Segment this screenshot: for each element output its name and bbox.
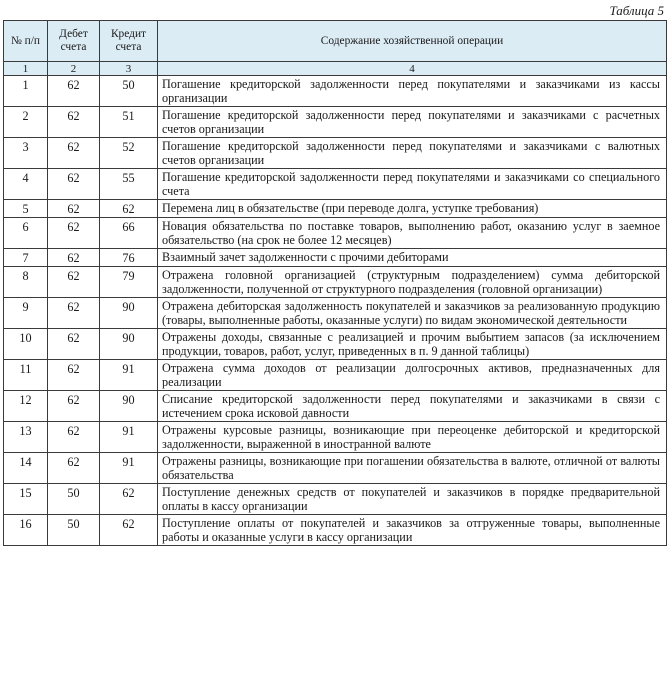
debit-account: 62 <box>48 218 100 249</box>
column-number: 4 <box>158 62 667 76</box>
table-row <box>4 267 667 298</box>
operation-description: Отражены разницы, возникающие при погашении обязательства в валюте, отличной от валюты обязательства <box>158 453 667 484</box>
operation-description: Отражена сумма доходов от реализации долгосрочных активов, предназначенных для реализации <box>158 360 667 391</box>
debit-account: 62 <box>48 138 100 169</box>
operation-description: Поступление денежных средств от покупателей и заказчиков в порядке предварительной оплаты в кассу организации <box>158 484 667 515</box>
credit-account: 90 <box>100 391 158 422</box>
credit-account: 90 <box>100 298 158 329</box>
debit-account: 62 <box>48 360 100 391</box>
header-content: Содержание хозяйственной операции <box>158 21 667 62</box>
debit-account: 62 <box>48 169 100 200</box>
column-number: 3 <box>100 62 158 76</box>
operation-description: Поступление оплаты от покупателей и заказчиков за отгруженные товары, выполненные работы и оказанные услуги в кассу организации <box>158 515 667 546</box>
header-num: № п/п <box>4 21 48 62</box>
debit-account: 62 <box>48 76 100 107</box>
table-row <box>4 422 667 453</box>
row-number: 11 <box>4 360 48 391</box>
credit-account: 76 <box>100 249 158 267</box>
operation-description: Погашение кредиторской задолженности перед покупателями и заказчиками с валютных счетов организации <box>158 138 667 169</box>
row-number: 14 <box>4 453 48 484</box>
table-row <box>4 298 667 329</box>
debit-account: 62 <box>48 329 100 360</box>
header-credit: Кредит счета <box>100 21 158 62</box>
debit-account: 62 <box>48 107 100 138</box>
row-number: 12 <box>4 391 48 422</box>
debit-account: 62 <box>48 298 100 329</box>
column-number: 1 <box>4 62 48 76</box>
table-row <box>4 76 667 107</box>
table-caption: Таблица 5 <box>609 3 664 18</box>
operation-description: Перемена лиц в обязательстве (при переводе долга, уступке требования) <box>158 200 667 218</box>
row-number: 2 <box>4 107 48 138</box>
table-row <box>4 484 667 515</box>
operation-description: Погашение кредиторской задолженности перед покупателями и заказчиками со специального счета <box>158 169 667 200</box>
table-row <box>4 391 667 422</box>
operation-description: Списание кредиторской задолженности перед покупателями и заказчиками в связи с истечением срока исковой давности <box>158 391 667 422</box>
debit-account: 62 <box>48 267 100 298</box>
debit-account: 62 <box>48 453 100 484</box>
table-row <box>4 360 667 391</box>
table-row <box>4 138 667 169</box>
credit-account: 50 <box>100 76 158 107</box>
operation-description: Взаимный зачет задолженности с прочими дебиторами <box>158 249 667 267</box>
credit-account: 62 <box>100 200 158 218</box>
operation-description: Отражена дебиторская задолженность покупателей и заказчиков за реализованную продукцию (товары, выполненные работы, оказанные услуги) по видам экономической деятельности <box>158 298 667 329</box>
table-row <box>4 107 667 138</box>
row-number: 9 <box>4 298 48 329</box>
operation-description: Отражены доходы, связанные с реализацией и прочим выбытием запасов (за исключением продукции, товаров, работ, услуг, приведенных в п. 9 данной таблицы) <box>158 329 667 360</box>
credit-account: 62 <box>100 515 158 546</box>
row-number: 6 <box>4 218 48 249</box>
table-row <box>4 218 667 249</box>
row-number: 16 <box>4 515 48 546</box>
row-number: 4 <box>4 169 48 200</box>
operation-description: Отражена головной организацией (структурным подразделением) сумма дебиторской задолженности, полученной от структурного подразделения (головной организации) <box>158 267 667 298</box>
debit-account: 62 <box>48 249 100 267</box>
operation-description: Погашение кредиторской задолженности перед покупателями и заказчиками с расчетных счетов организации <box>158 107 667 138</box>
table-row <box>4 453 667 484</box>
table-row <box>4 200 667 218</box>
debit-account: 50 <box>48 484 100 515</box>
row-number: 15 <box>4 484 48 515</box>
credit-account: 91 <box>100 422 158 453</box>
credit-account: 90 <box>100 329 158 360</box>
operation-description: Новация обязательства по поставке товаров, выполнению работ, оказанию услуг в заемное обязательство (на срок не более 12 месяцев) <box>158 218 667 249</box>
column-number-row <box>4 62 667 76</box>
row-number: 8 <box>4 267 48 298</box>
table-row <box>4 169 667 200</box>
table-row <box>4 515 667 546</box>
table-row <box>4 329 667 360</box>
credit-account: 66 <box>100 218 158 249</box>
credit-account: 52 <box>100 138 158 169</box>
credit-account: 51 <box>100 107 158 138</box>
debit-account: 62 <box>48 200 100 218</box>
row-number: 7 <box>4 249 48 267</box>
table-body <box>4 76 667 546</box>
debit-account: 62 <box>48 391 100 422</box>
row-number: 13 <box>4 422 48 453</box>
debit-account: 50 <box>48 515 100 546</box>
debit-account: 62 <box>48 422 100 453</box>
row-number: 3 <box>4 138 48 169</box>
operation-description: Погашение кредиторской задолженности перед покупателями и заказчиками из кассы организации <box>158 76 667 107</box>
credit-account: 55 <box>100 169 158 200</box>
credit-account: 79 <box>100 267 158 298</box>
credit-account: 91 <box>100 360 158 391</box>
header-row <box>4 21 667 62</box>
credit-account: 62 <box>100 484 158 515</box>
table-row <box>4 249 667 267</box>
column-number: 2 <box>48 62 100 76</box>
row-number: 1 <box>4 76 48 107</box>
row-number: 5 <box>4 200 48 218</box>
operations-table <box>3 20 667 546</box>
header-debit: Дебет счета <box>48 21 100 62</box>
row-number: 10 <box>4 329 48 360</box>
operation-description: Отражены курсовые разницы, возникающие при переоценке дебиторской и кредиторской задолженности, выраженной в иностранной валюте <box>158 422 667 453</box>
credit-account: 91 <box>100 453 158 484</box>
